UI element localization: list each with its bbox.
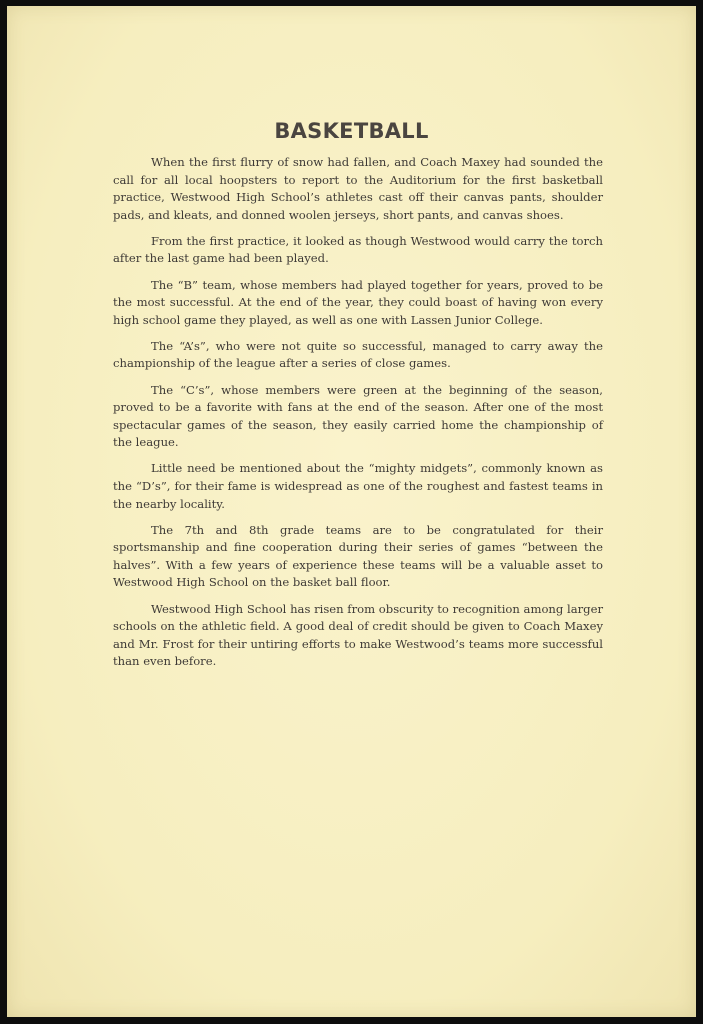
paragraph-3: The “B” team, whose members had played together for years, proved to be the most successful. At the end of the year, they could boast of having won every high school game they played, as well as one with Lassen Junior College. xyxy=(113,277,603,327)
article-body xyxy=(113,154,603,679)
paragraph-5: The “C’s”, whose members were green at the beginning of the season, proved to be a favorite with fans at the end of the season. After one of the most spectacular games of the season, they easily carried home the championship of the league. xyxy=(113,382,603,450)
paragraph-8: Westwood High School has risen from obscurity to recognition among larger schools on the athletic field. A good deal of credit should be given to Coach Maxey and Mr. Frost for their untiring efforts to make Westwood’s teams more successful than even before. xyxy=(113,601,603,669)
paragraph-1: When the first flurry of snow had fallen, and Coach Maxey had sounded the call for all local hoopsters to report to the Auditorium for the first basketball practice, Westwood High School’s athletes cast off their canvas pants, shoulder pads, and kleats, and donned woolen jerseys, short pants, and canvas shoes. xyxy=(113,155,603,222)
page-title: BASKETBALL xyxy=(274,119,429,143)
document-page xyxy=(7,6,696,1017)
paragraph-7: The 7th and 8th grade teams are to be congratulated for their sportsmanship and fine cooperation during their series of games “between the halves”. With a few years of experience these teams will be a valuable asset to Westwood High School on the basket ball floor. xyxy=(113,522,603,590)
paragraph-6: Little need be mentioned about the “mighty midgets”, commonly known as the “D’s”, for their fame is widespread as one of the roughest and fastest teams in the nearby locality. xyxy=(113,461,603,511)
paragraph-4: The “A’s”, who were not quite so successful, managed to carry away the championship of the league after a series of close games. xyxy=(113,338,603,371)
paragraph-2: From the first practice, it looked as though Westwood would carry the torch after the last game had been played. xyxy=(113,233,603,266)
